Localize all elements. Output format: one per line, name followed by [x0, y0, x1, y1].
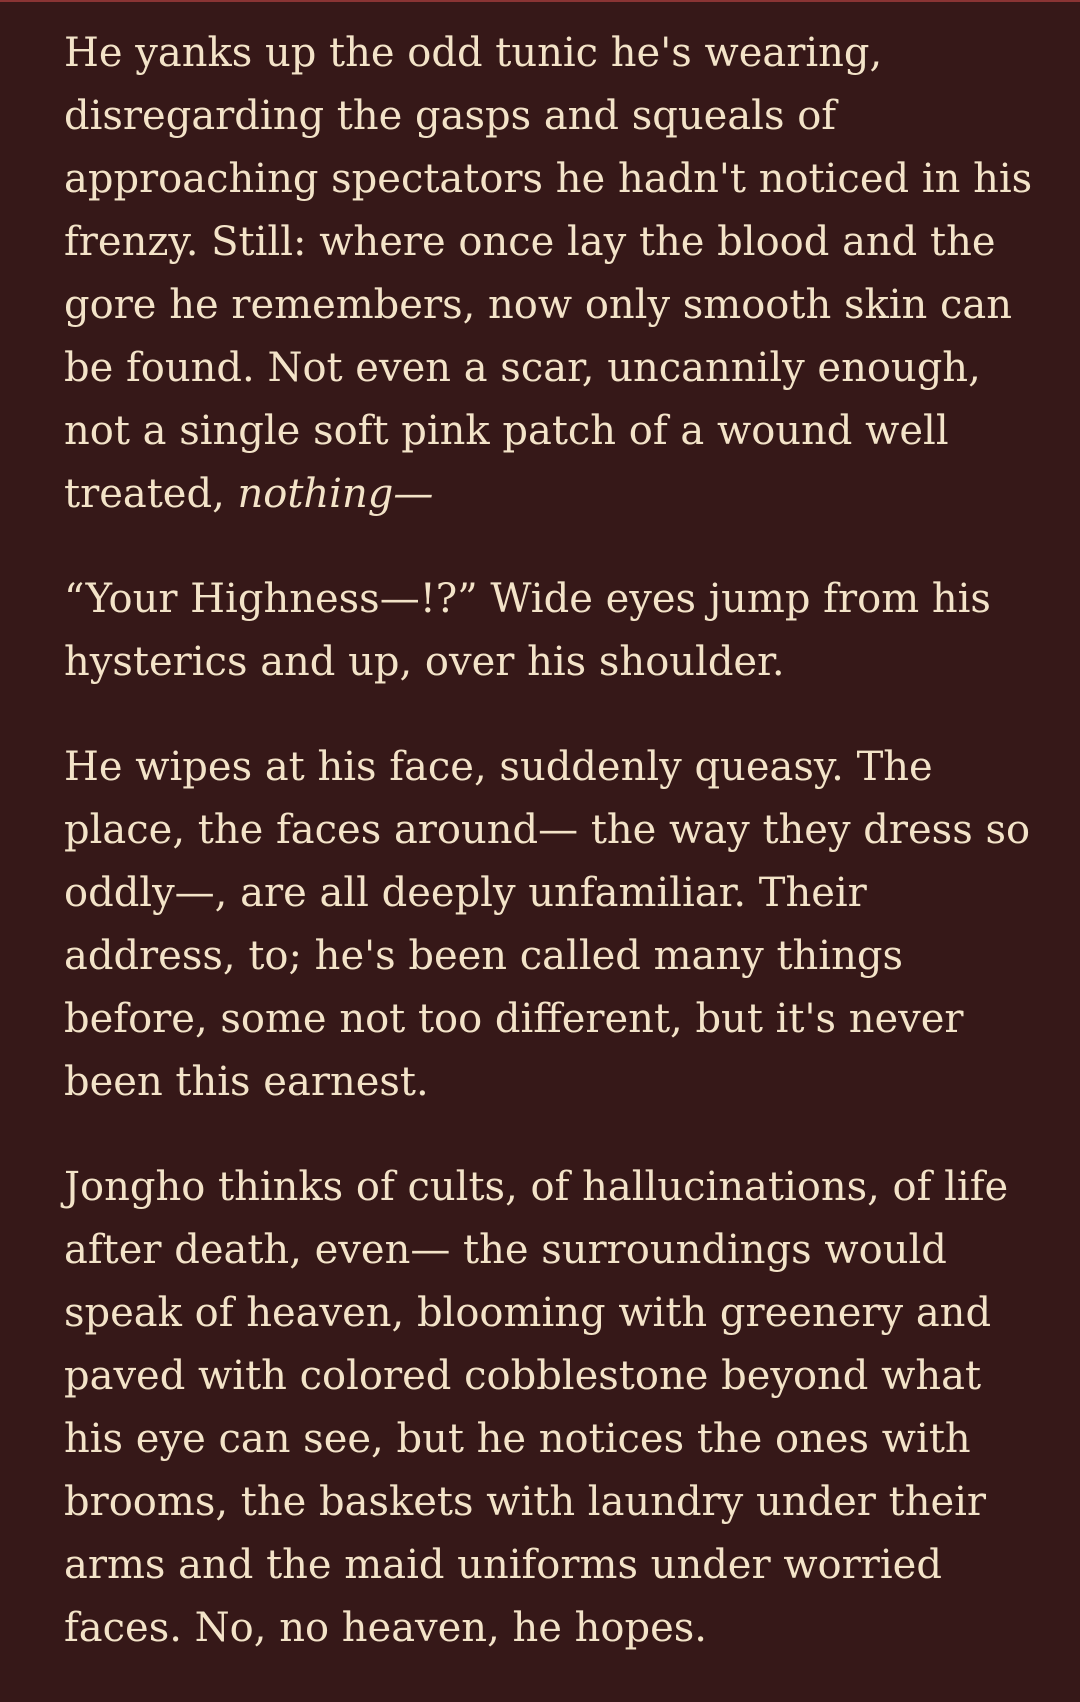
- text-line: be found. Not even a scar, uncannily enough,: [64, 345, 981, 391]
- paragraph-1: [64, 22, 1033, 526]
- text-line: Jongho thinks of cults, of hallucinations, of life: [64, 1164, 1009, 1210]
- text-line: He wipes at his face, suddenly queasy. The: [64, 744, 933, 790]
- text-line: his eye can see, but he notices the ones with: [64, 1416, 971, 1462]
- text-line: oddly—, are all deeply unfamiliar. Their: [64, 870, 867, 916]
- top-divider: [0, 0, 1080, 2]
- text-line: gore he remembers, now only smooth skin can: [64, 282, 1012, 328]
- text-fragment: treated,: [64, 471, 238, 517]
- text-line: address, to; he's been called many things: [64, 933, 903, 979]
- text-line: paved with colored cobblestone beyond what: [64, 1353, 982, 1399]
- paragraph-2: [64, 568, 1024, 694]
- text-line: hysterics and up, over his shoulder.: [64, 639, 785, 685]
- text-line: [64, 463, 1024, 526]
- text-line: speak of heaven, blooming with greenery and: [64, 1290, 992, 1336]
- paragraph-3: [64, 736, 1031, 1114]
- text-line: faces. No, no heaven, he hopes.: [64, 1605, 708, 1651]
- text-line: not a single soft pink patch of a wound well: [64, 408, 949, 454]
- text-line: after death, even— the surroundings would: [64, 1227, 947, 1273]
- story-text: [64, 22, 1033, 1702]
- paragraph-4: [64, 1156, 1024, 1660]
- text-line: been this earnest.: [64, 1059, 429, 1105]
- text-line: place, the faces around— the way they dress so: [64, 807, 1031, 853]
- text-line: arms and the maid uniforms under worried: [64, 1542, 942, 1588]
- emphasized-text: nothing—: [237, 471, 434, 517]
- text-line: brooms, the baskets with laundry under their: [64, 1479, 987, 1525]
- text-line: frenzy. Still: where once lay the blood and the: [64, 219, 996, 265]
- text-line: disregarding the gasps and squeals of: [64, 93, 837, 139]
- text-line: before, some not too different, but it's never: [64, 996, 964, 1042]
- text-line: approaching spectators he hadn't noticed in his: [64, 156, 1033, 202]
- text-line: He yanks up the odd tunic he's wearing,: [64, 30, 883, 76]
- text-line: “Your Highness—!?” Wide eyes jump from his: [64, 576, 991, 622]
